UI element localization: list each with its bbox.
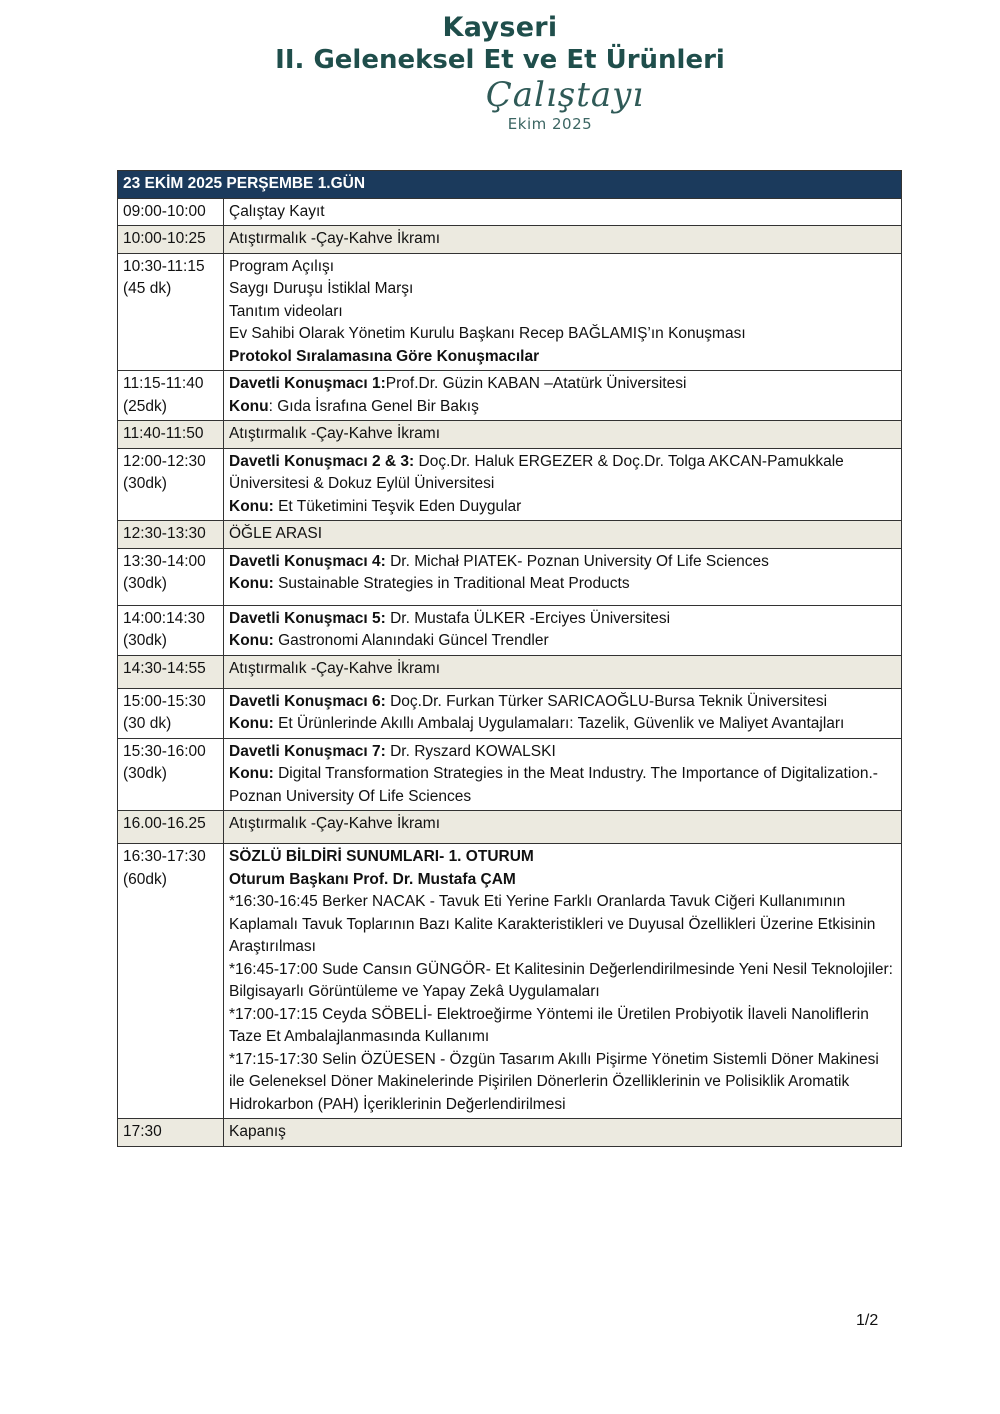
duration: (45 dk) bbox=[123, 280, 172, 297]
logo-date: Ekim 2025 bbox=[507, 115, 593, 133]
program-line: Saygı Duruşu İstiklal Marşı bbox=[229, 280, 414, 297]
time-cell bbox=[118, 844, 224, 1119]
session-cell bbox=[224, 548, 902, 605]
duration: (60dk) bbox=[123, 870, 167, 888]
session-cell: ÖĞLE ARASI bbox=[224, 521, 902, 549]
session-cell: Atıştırmalık -Çay-Kahve İkramı bbox=[224, 226, 902, 254]
table-row bbox=[118, 811, 902, 844]
topic-label: Konu: bbox=[229, 765, 274, 782]
session-cell: Atıştırmalık -Çay-Kahve İkramı bbox=[224, 811, 902, 844]
table-row bbox=[118, 448, 902, 521]
speaker-label: Davetli Konuşmacı 7: bbox=[229, 742, 386, 760]
table-row bbox=[118, 371, 902, 421]
topic-text: Digital Transformation Strategies in the Meat Industry. The Importance of Digitalization.-Poznan University Of Life Sciences bbox=[229, 765, 878, 805]
time-cell: 11:40-11:50 bbox=[118, 421, 224, 449]
talk-item: *17:00-17:15 Ceyda SÖBELİ- Elektroeğirme Yöntemi ile Üretilen Probiyotik İlaveli Nanoliflerin Taze Et Ambalajlanmasında Kullanımı bbox=[229, 1005, 869, 1045]
session-cell: Çalıştay Kayıt bbox=[224, 198, 902, 226]
speaker-label: Davetli Konuşmacı 4: bbox=[229, 552, 386, 570]
time-range: 15:00-15:30 bbox=[123, 692, 206, 710]
table-row bbox=[118, 253, 902, 371]
session-title: SÖZLÜ BİLDİRİ SUNUMLARI- 1. OTURUM bbox=[229, 848, 534, 865]
session-cell: Atıştırmalık -Çay-Kahve İkramı bbox=[224, 655, 902, 688]
topic-label: Konu bbox=[229, 397, 269, 415]
duration: (30dk) bbox=[123, 475, 167, 492]
duration: (25dk) bbox=[123, 397, 167, 415]
schedule-table bbox=[117, 170, 902, 1147]
time-cell bbox=[118, 548, 224, 605]
time-range: 15:30-16:00 bbox=[123, 742, 206, 760]
day-header-row bbox=[118, 171, 902, 199]
session-cell bbox=[224, 738, 902, 811]
table-row bbox=[118, 1119, 902, 1147]
time-range: 13:30-14:00 bbox=[123, 552, 206, 570]
topic-text: Gastronomi Alanındaki Güncel Trendler bbox=[273, 632, 549, 649]
speaker-name: Doç.Dr. Furkan Türker SARICAOĞLU-Bursa Teknik Üniversitesi bbox=[385, 692, 828, 710]
session-cell bbox=[224, 371, 902, 421]
topic-text: : Gıda İsrafına Genel Bir Bakış bbox=[268, 397, 479, 415]
time-cell bbox=[118, 605, 224, 655]
time-range: 16:30-17:30 bbox=[123, 848, 206, 865]
speaker-label: Davetli Konuşmacı 6: bbox=[229, 692, 386, 710]
logo-event-title: II. Geleneksel Et ve Et Ürünleri bbox=[275, 45, 725, 75]
session-cell bbox=[224, 605, 902, 655]
topic-text: Sustainable Strategies in Traditional Meat Products bbox=[273, 575, 630, 592]
table-row bbox=[118, 655, 902, 688]
topic-label: Konu: bbox=[229, 715, 274, 732]
time-cell bbox=[118, 448, 224, 521]
speaker-name: Prof.Dr. Güzin KABAN –Atatürk Üniversitesi bbox=[385, 375, 687, 392]
logo-city: Kayseri bbox=[442, 12, 558, 43]
program-line: Tanıtım videoları bbox=[229, 302, 343, 320]
session-cell bbox=[224, 844, 902, 1119]
duration: (30 dk) bbox=[123, 715, 172, 732]
duration: (30dk) bbox=[123, 632, 167, 649]
day-header: 23 EKİM 2025 PERŞEMBE 1.GÜN bbox=[118, 171, 902, 199]
event-logo bbox=[0, 12, 1000, 134]
talk-item: *16:30-16:45 Berker NACAK - Tavuk Eti Yerine Farklı Oranlarda Tavuk Ciğeri Kullanımının Kaplamalı Tavuk Toplarının Bazı Kalite Karakteristikleri ve Duyusal Özellikleri Üzerine Etkisinin Araştırılması bbox=[229, 893, 876, 955]
time-cell bbox=[118, 253, 224, 371]
program-line-bold: Protokol Sıralamasına Göre Konuşmacılar bbox=[229, 347, 540, 365]
table-row bbox=[118, 605, 902, 655]
time-cell bbox=[118, 738, 224, 811]
speaker-name: Dr. Michał PIATEK- Poznan University Of Life Sciences bbox=[385, 552, 769, 570]
table-row bbox=[118, 738, 902, 811]
time-range: 12:00-12:30 bbox=[123, 452, 206, 470]
program-line: Program Açılışı bbox=[229, 257, 335, 275]
time-cell: 16.00-16.25 bbox=[118, 811, 224, 844]
table-row bbox=[118, 844, 902, 1119]
program-line: Ev Sahibi Olarak Yönetim Kurulu Başkanı Recep BAĞLAMIŞ’ın Konuşması bbox=[229, 325, 746, 342]
topic-label: Konu: bbox=[229, 575, 274, 592]
speaker-label: Davetli Konuşmacı 1: bbox=[229, 375, 386, 392]
table-row bbox=[118, 521, 902, 549]
time-cell: 10:00-10:25 bbox=[118, 226, 224, 254]
topic-label: Konu: bbox=[229, 632, 274, 649]
topic-label: Konu: bbox=[229, 497, 274, 515]
table-row bbox=[118, 688, 902, 738]
duration: (30dk) bbox=[123, 765, 167, 782]
topic-text: Et Tüketimini Teşvik Eden Duygular bbox=[273, 497, 522, 515]
speaker-label: Davetli Konuşmacı 5: bbox=[229, 609, 386, 627]
topic-text: Et Ürünlerinde Akıllı Ambalaj Uygulamaları: Tazelik, Güvenlik ve Maliyet Avantajları bbox=[273, 715, 845, 732]
time-range: 14:00:14:30 bbox=[123, 609, 205, 627]
time-range: 10:30-11:15 bbox=[123, 257, 205, 275]
session-chair: Oturum Başkanı Prof. Dr. Mustafa ÇAM bbox=[229, 870, 516, 888]
session-cell bbox=[224, 448, 902, 521]
table-row bbox=[118, 421, 902, 449]
session-cell: Atıştırmalık -Çay-Kahve İkramı bbox=[224, 421, 902, 449]
speaker-name: Doç.Dr. Haluk ERGEZER & Doç.Dr. Tolga AKCAN-Pamukkale Üniversitesi & Dokuz Eylül Üniversitesi bbox=[229, 452, 844, 492]
time-range: 11:15-11:40 bbox=[123, 375, 204, 392]
session-cell bbox=[224, 688, 902, 738]
talk-item: *16:45-17:00 Sude Cansın GÜNGÖR- Et Kalitesinin Değerlendirilmesinde Yeni Nesil Teknolojiler: Bilgisayarlı Görüntüleme ve Yapay Zekâ Uygulamaları bbox=[229, 960, 893, 1000]
speaker-name: Dr. Mustafa ÜLKER -Erciyes Üniversitesi bbox=[385, 609, 671, 627]
time-cell: 12:30-13:30 bbox=[118, 521, 224, 549]
logo-script-word: Çalıştayı bbox=[485, 75, 645, 115]
time-cell bbox=[118, 688, 224, 738]
speaker-name: Dr. Ryszard KOWALSKI bbox=[385, 742, 556, 760]
table-row bbox=[118, 548, 902, 605]
duration: (30dk) bbox=[123, 575, 167, 592]
speaker-label: Davetli Konuşmacı 2 & 3: bbox=[229, 452, 415, 470]
table-row bbox=[118, 226, 902, 254]
time-cell bbox=[118, 371, 224, 421]
talk-item: *17:15-17:30 Selin ÖZÜESEN - Özgün Tasarım Akıllı Pişirme Yönetim Sistemli Döner Makinesi ile Geleneksel Döner Makinelerinde Pişirilen Dönerlerin Özelliklerinin ve Polisiklik Aromatik Hidrokarbon (PAH) İçeriklerinin Değerlendirilmesi bbox=[229, 1050, 879, 1113]
session-cell: Kapanış bbox=[224, 1119, 902, 1147]
session-cell bbox=[224, 253, 902, 371]
time-cell: 09:00-10:00 bbox=[118, 198, 224, 226]
page-number: 1/2 bbox=[856, 1312, 879, 1329]
table-row bbox=[118, 198, 902, 226]
time-cell: 17:30 bbox=[118, 1119, 224, 1147]
time-cell: 14:30-14:55 bbox=[118, 655, 224, 688]
